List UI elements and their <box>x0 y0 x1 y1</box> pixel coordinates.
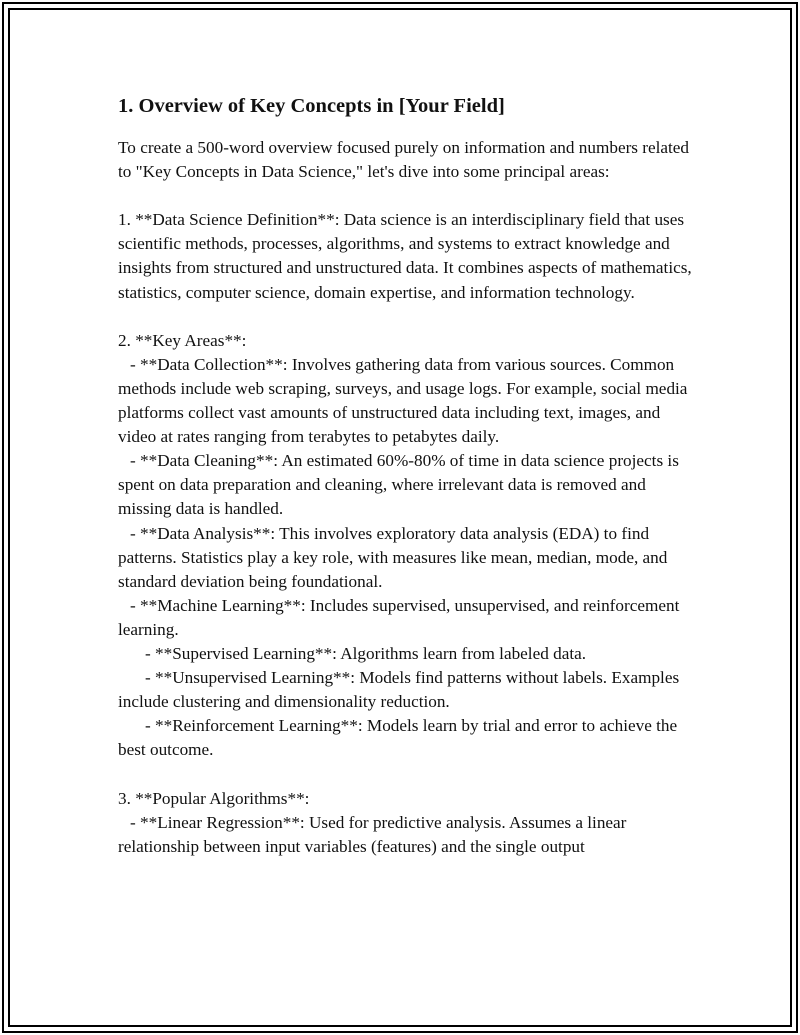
item-machine-learning: - **Machine Learning**: Includes supervised, unsupervised, and reinforcement learning. <box>118 595 680 639</box>
paragraph-spacer <box>118 762 698 786</box>
paragraph-spacer <box>118 184 698 208</box>
document-body <box>118 92 698 859</box>
intro-paragraph: To create a 500-word overview focused purely on information and numbers related to "Key Concepts in Data Science," let's dive into some principal areas: <box>118 138 690 182</box>
item-data-analysis: - **Data Analysis**: This involves exploratory data analysis (EDA) to find patterns. Statistics play a key role, with measures like mean, median, mode, and standard deviation being foundational. <box>118 523 668 591</box>
item-data-cleaning: - **Data Cleaning**: An estimated 60%-80% of time in data science projects is spent on data preparation and cleaning, where irrelevant data is removed and missing data is handled. <box>118 451 679 519</box>
item-data-collection: - **Data Collection**: Involves gathering data from various sources. Common methods include web scraping, surveys, and usage logs. For example, social media platforms collect vast amounts of unstructured data including text, images, and video at rates ranging from terabytes to petabytes daily. <box>118 354 688 447</box>
subitem-unsupervised-learning: - **Unsupervised Learning**: Models find patterns without labels. Examples include clustering and dimensionality reduction. <box>118 668 680 712</box>
document-heading: 1. Overview of Key Concepts in [Your Field] <box>118 95 505 117</box>
section-key-areas-title: 2. **Key Areas**: <box>118 330 247 350</box>
subitem-supervised-learning: - **Supervised Learning**: Algorithms learn from labeled data. <box>145 643 587 663</box>
paragraph-spacer <box>118 305 698 329</box>
subitem-reinforcement-learning: - **Reinforcement Learning**: Models learn by trial and error to achieve the best outcome. <box>118 716 678 760</box>
item-linear-regression: - **Linear Regression**: Used for predictive analysis. Assumes a linear relationship between input variables (features) and the single output <box>118 812 627 856</box>
section-algorithms-title: 3. **Popular Algorithms**: <box>118 788 310 808</box>
section-definition: 1. **Data Science Definition**: Data science is an interdisciplinary field that uses scientific methods, processes, algorithms, and systems to extract knowledge and insights from structured and unstructured data. It combines aspects of mathematics, statistics, computer science, domain expertise, and information technology. <box>118 210 692 302</box>
